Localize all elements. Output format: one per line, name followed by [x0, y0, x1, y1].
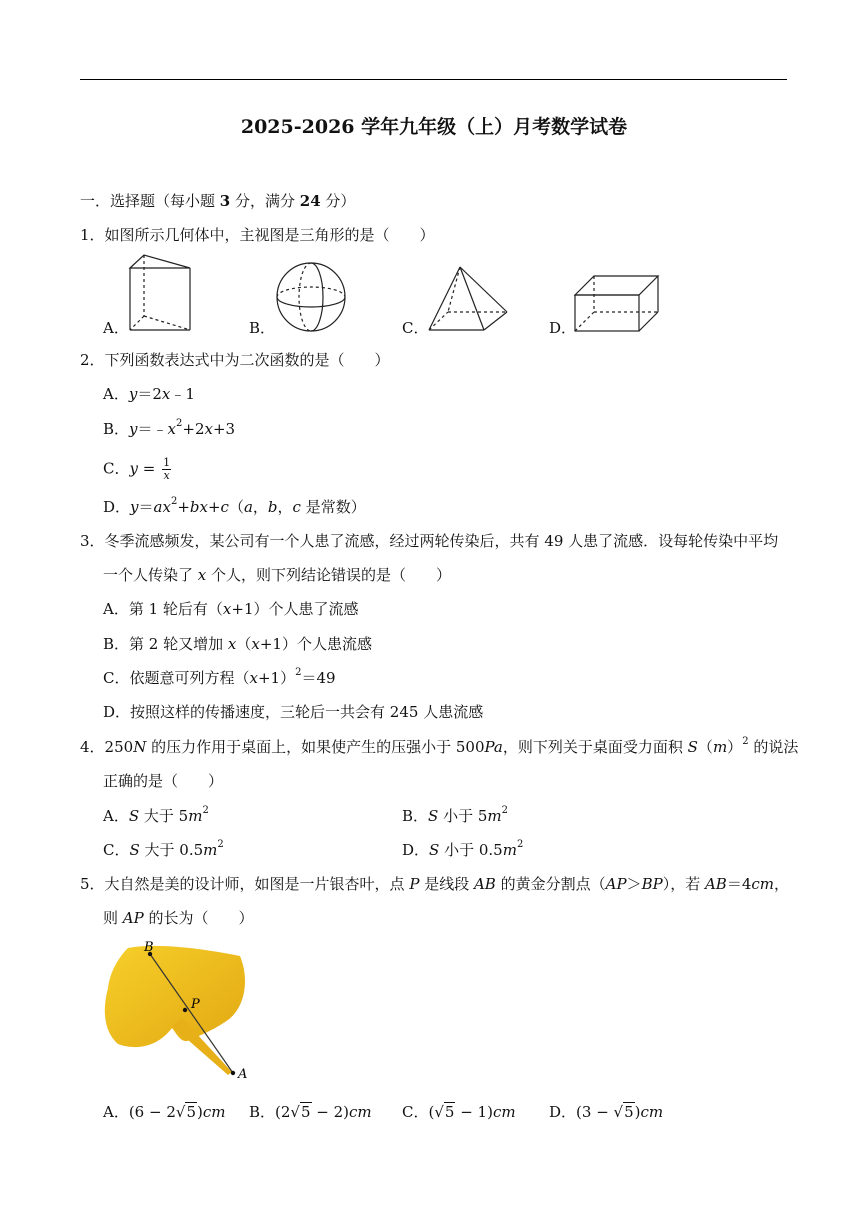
q4-option-b: B．S 小于 $5m^2$	[402, 805, 509, 825]
q3-option-b: B．第 2 轮又增加 x（x+1）个人患流感	[103, 635, 372, 653]
page-title: 2025-2026 学年九年级（上）月考数学试卷	[240, 116, 628, 138]
q5-option-d: D．(3 − √5)cm	[549, 1103, 664, 1121]
question-3-line-2: 一个人传染了 x 个人，则下列结论错误的是（ ）	[103, 566, 452, 584]
question-4-line-1: 4．250N 的压力作用于桌面上，如果使产生的压强小于 500Pa，则下列关于桌面受力面积 $S(m)^2$ 的说法	[80, 736, 799, 756]
q4-option-a: A．S 大于 $5m^2$	[103, 805, 209, 825]
header-rule	[80, 79, 787, 80]
pyramid-figure	[426, 263, 512, 335]
q1-option-b: B．	[249, 319, 276, 337]
question-1-stem: 1．如图所示几何体中，主视图是三角形的是（ ）	[80, 226, 435, 244]
point-a	[231, 1071, 235, 1075]
question-4-line-2: 正确的是（ ）	[103, 772, 224, 790]
q3-option-a: A．第 1 轮后有（x+1）个人患了流感	[103, 600, 359, 618]
leaf-shape	[105, 946, 245, 1047]
q5-option-c: C．(√5 − 1)cm	[402, 1103, 516, 1121]
question-3-line-1: 3．冬季流感频发，某公司有一个人患了流感，经过两轮传染后，共有 49 人患了流感．设每轮传染中平均	[80, 532, 779, 550]
q2-option-c: C．y = $\frac{1}{x}$	[103, 456, 171, 482]
q5-option-b: B．(2√5 − 2)cm	[249, 1103, 372, 1121]
q2-option-a: A．y＝2x﹣1	[103, 385, 195, 403]
q3-option-d: D．按照这样的传播速度，三轮后一共会有 245 人患流感	[103, 703, 484, 721]
q1-option-d: D．	[549, 319, 577, 337]
question-2-stem: 2．下列函数表达式中为二次函数的是（ ）	[80, 351, 390, 369]
section-header: 一．选择题（每小题 3 分，满分 24 分）	[80, 192, 356, 210]
triangular-prism-figure	[124, 250, 194, 334]
label-b: B	[144, 940, 154, 955]
question-5-line-2: 则 AP 的长为（ ）	[103, 909, 254, 927]
q3-option-c: C．依题意可列方程$(x+1)^2=49$	[103, 667, 336, 687]
point-p	[183, 1008, 187, 1012]
q2-option-b: B．$y=﹣x^2+2x+3$	[103, 418, 236, 438]
label-p: P	[191, 997, 200, 1012]
ginkgo-leaf-figure	[100, 940, 260, 1085]
q1-option-c: C．	[402, 319, 429, 337]
q4-option-c: C．S 大于 $0.5m^2$	[103, 839, 224, 859]
q2-option-d: D．$y=ax^2+bx+c(a$，b，c 是常数）	[103, 496, 366, 516]
q4-option-d: D．S 小于 $0.5m^2$	[402, 839, 524, 859]
question-5-line-1: 5．大自然是美的设计师，如图是一片银杏叶，点 P 是线段 AB 的黄金分割点（AP＞BP），若 AB＝4cm，	[80, 875, 790, 893]
q1-option-a: A．	[103, 319, 129, 337]
label-a: A	[238, 1067, 248, 1082]
q5-option-a: A．(6 − 2√5)cm	[103, 1103, 226, 1121]
sphere-figure	[274, 260, 348, 334]
cuboid-figure	[572, 272, 662, 334]
